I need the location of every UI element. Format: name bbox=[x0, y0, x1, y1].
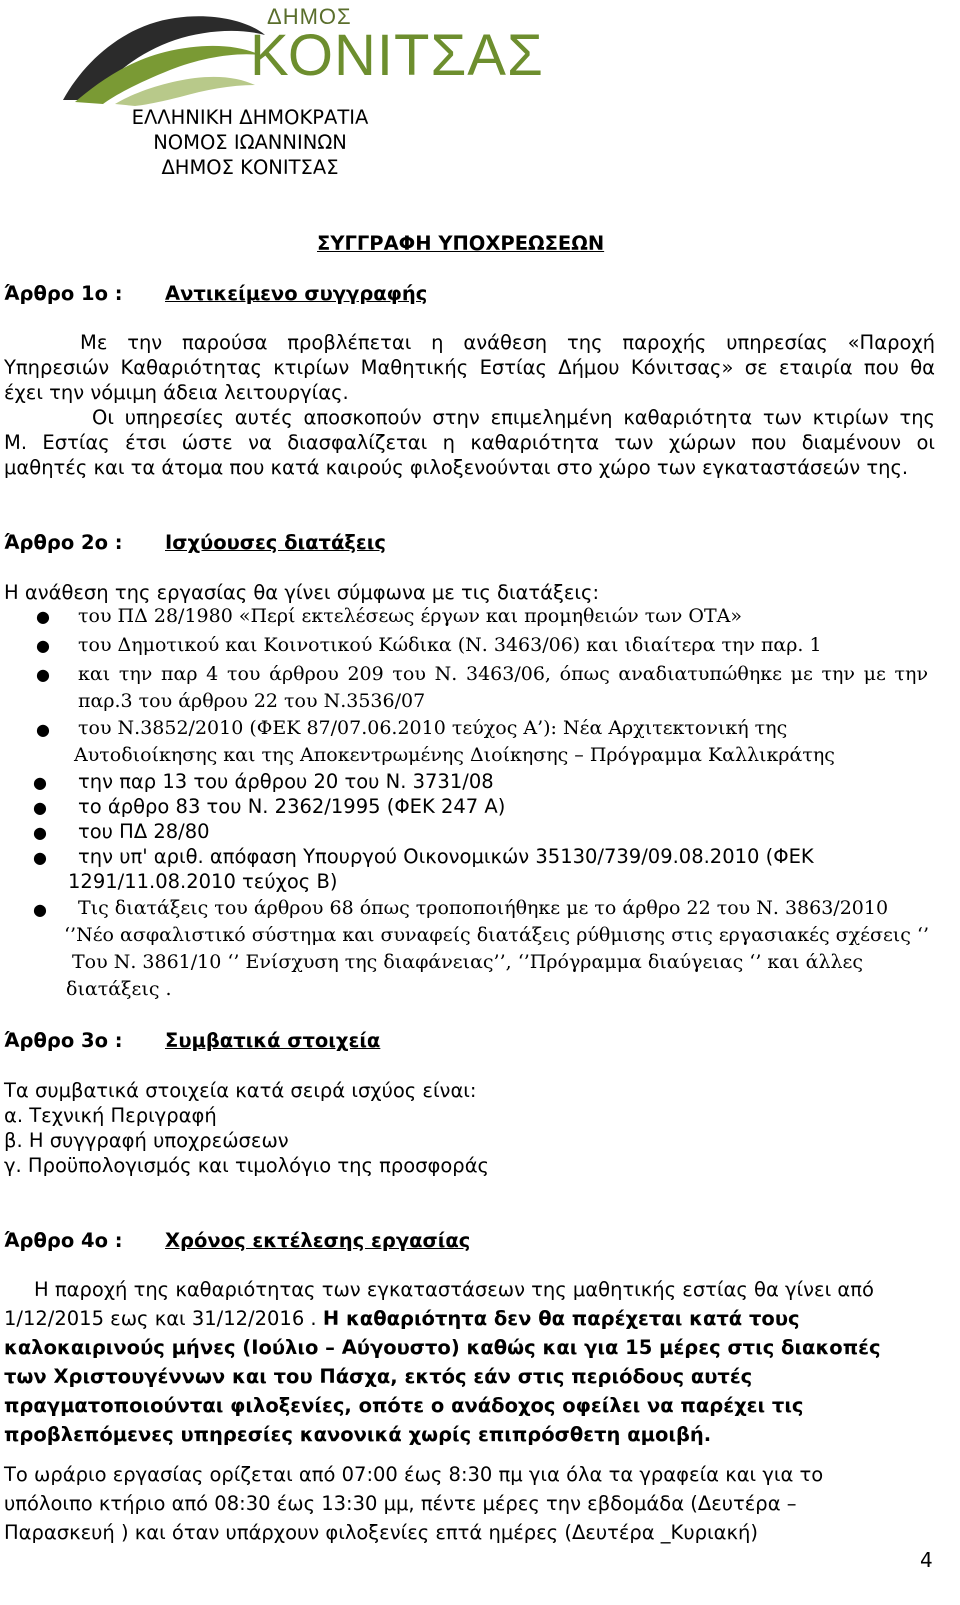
bullet-icon: ● bbox=[33, 848, 47, 867]
article-3-intro: Τα συμβατικά στοιχεία κατά σειρά ισχύος είναι: bbox=[4, 1079, 477, 1102]
article-2-intro: Η ανάθεση της εργασίας θα γίνει σύμφωνα με τις διατάξεις: bbox=[4, 581, 600, 604]
logo-text-konitsas: ΚΟΝΙΤΣΑΣ bbox=[250, 23, 544, 88]
article-4-bold-text: Η καθαριότητα δεν θα παρέχεται κατά τους bbox=[322, 1307, 800, 1330]
bullet-icon: ● bbox=[33, 823, 47, 842]
contract-element-item: α. Τεχνική Περιγραφή bbox=[4, 1104, 217, 1127]
bullet-icon: ● bbox=[33, 900, 47, 919]
article-1-title: Αντικείμενο συγγραφής bbox=[165, 282, 428, 305]
article-4-bold-text: πραγματοποιούνται φιλοξενίες, οπότε ο ανάδοχος οφείλει να παρέχει τις bbox=[4, 1394, 804, 1417]
article-3-label: Άρθρο 3ο : bbox=[4, 1029, 123, 1052]
article-1-line: μαθητές και τα άτομα που κατά καιρούς φιλοξενούνται στο χώρο των εγκαταστάσεών της. bbox=[4, 456, 909, 479]
article-2-title: Ισχύουσες διατάξεις bbox=[165, 531, 386, 554]
article-3-title: Συμβατικά στοιχεία bbox=[165, 1029, 381, 1052]
provision-item: Αυτοδιοίκησης και της Αποκεντρωμένης Διοίκησης – Πρόγραμμα Καλλικράτης bbox=[74, 744, 835, 766]
article-2-label: Άρθρο 2ο : bbox=[4, 531, 123, 554]
article-4-bold-text: προβλεπόμενες υπηρεσίες κανονικά χωρίς επιπρόσθετη αμοιβή. bbox=[4, 1423, 712, 1446]
article-1-label: Άρθρο 1ο : bbox=[4, 282, 123, 305]
provision-item: την υπ' αριθ. απόφαση Υπουργού Οικονομικών 35130/739/09.08.2010 (ΦΕΚ bbox=[78, 845, 814, 868]
header-line-prefecture: ΝΟΜΟΣ ΙΩΑΝΝΙΝΩΝ bbox=[153, 131, 347, 154]
provision-item: 1291/11.08.2010 τεύχος Β) bbox=[68, 870, 338, 893]
header-line-republic: ΕΛΛΗΝΙΚΗ ΔΗΜΟΚΡΑΤΙΑ bbox=[131, 106, 369, 129]
provision-item: του Ν.3852/2010 (ΦΕΚ 87/07.06.2010 τεύχος Α’): Νέα Αρχιτεκτονική της bbox=[78, 717, 788, 739]
provision-item: διατάξεις . bbox=[66, 978, 172, 1000]
article-1-line: Μ. Εστίας έτσι ώστε να διασφαλίζεται η καθαριότητα των χώρων που διαμένουν οι bbox=[4, 431, 935, 454]
article-1-line: Οι υπηρεσίες αυτές αποσκοπούν στην επιμελημένη καθαριότητα των κτιρίων της bbox=[92, 406, 935, 429]
provision-item: και την παρ 4 του άρθρου 209 του Ν. 3463/06, όπως αναδιατυπώθηκε με την με την bbox=[78, 663, 928, 685]
article-4-line bbox=[4, 1307, 800, 1330]
mountain-logo-icon bbox=[55, 0, 270, 108]
article-4-title: Χρόνος εκτέλεσης εργασίας bbox=[165, 1229, 471, 1252]
bullet-icon: ● bbox=[33, 798, 47, 817]
article-1-line: Υπηρεσιών Καθαριότητας κτιρίων Μαθητικής Εστίας Δήμου Κόνιτσας» σε εταιρία που θα bbox=[4, 356, 935, 379]
provision-item: ‘’Νέο ασφαλιστικό σύστημα και συναφείς διατάξεις ρύθμισης στις εργασιακές σχέσεις ‘’ bbox=[64, 924, 930, 946]
contract-element-item: β. Η συγγραφή υποχρεώσεων bbox=[4, 1129, 289, 1152]
bullet-icon: ● bbox=[33, 773, 47, 792]
article-4-bold-text: των Χριστουγέννων και του Πάσχα, εκτός εάν στις περιόδους αυτές bbox=[4, 1365, 753, 1388]
article-4-label: Άρθρο 4ο : bbox=[4, 1229, 123, 1252]
article-4-line: Η παροχή της καθαριότητας των εγκαταστάσεων της μαθητικής εστίας θα γίνει από bbox=[34, 1278, 874, 1301]
contract-element-item: γ. Προϋπολογισμός και τιμολόγιο της προσφοράς bbox=[4, 1154, 489, 1177]
article-1-line: έχει την νόμιμη άδεια λειτουργίας. bbox=[4, 381, 349, 404]
article-4-schedule-line: υπόλοιπο κτήριο από 08:30 έως 13:30 μμ, πέντε μέρες την εβδομάδα (Δευτέρα – bbox=[4, 1492, 797, 1515]
provision-item: του ΠΔ 28/80 bbox=[78, 820, 210, 843]
article-1-line: Με την παρούσα προβλέπεται η ανάθεση της παροχής υπηρεσίας «Παροχή bbox=[80, 331, 935, 354]
page-number: 4 bbox=[920, 1548, 933, 1572]
provision-item: το άρθρο 83 του Ν. 2362/1995 (ΦΕΚ 247 Α) bbox=[78, 795, 506, 818]
bullet-icon: ● bbox=[36, 665, 50, 684]
provision-item: Τις διατάξεις του άρθρου 68 όπως τροποποιήθηκε με το άρθρο 22 του Ν. 3863/2010 bbox=[78, 897, 889, 919]
logo-text-dimos: ΔΗΜΟΣ bbox=[267, 4, 352, 29]
article-4-schedule-line: Παρασκευή ) και όταν υπάρχουν φιλοξενίες επτά ημέρες (Δευτέρα _Κυριακή) bbox=[4, 1521, 758, 1544]
provision-item: την παρ 13 του άρθρου 20 του Ν. 3731/08 bbox=[78, 770, 494, 793]
provision-item: Του Ν. 3861/10 ‘’ Ενίσχυση της διαφάνειας’’, ‘’Πρόγραμμα διαύγειας ‘’ και άλλες bbox=[72, 951, 864, 973]
article-4-bold-text: καλοκαιρινούς μήνες (Ιούλιο – Αύγουστο) καθώς και για 15 μέρες στις διακοπές bbox=[4, 1336, 881, 1359]
bullet-icon: ● bbox=[36, 607, 50, 626]
provision-item: του Δημοτικού και Κοινοτικού Κώδικα (Ν. 3463/06) και ιδιαίτερα την παρ. 1 bbox=[78, 634, 822, 656]
provision-item: του ΠΔ 28/1980 «Περί εκτελέσεως έργων και προμηθειών των ΟΤΑ» bbox=[78, 605, 742, 627]
article-4-schedule-line: Το ωράριο εργασίας ορίζεται από 07:00 έως 8:30 πμ για όλα τα γραφεία και για το bbox=[4, 1463, 824, 1486]
header-line-municipality: ΔΗΜΟΣ ΚΟΝΙΤΣΑΣ bbox=[161, 156, 339, 179]
article-4-period: 1/12/2015 εως και 31/12/2016 . bbox=[4, 1307, 317, 1330]
bullet-icon: ● bbox=[36, 720, 50, 739]
bullet-icon: ● bbox=[36, 636, 50, 655]
provision-item: παρ.3 του άρθρου 22 του Ν.3536/07 bbox=[78, 690, 426, 712]
document-title: ΣΥΓΓΡΑΦΗ ΥΠΟΧΡΕΩΣΕΩΝ bbox=[317, 232, 605, 255]
municipality-logo bbox=[55, 0, 544, 110]
